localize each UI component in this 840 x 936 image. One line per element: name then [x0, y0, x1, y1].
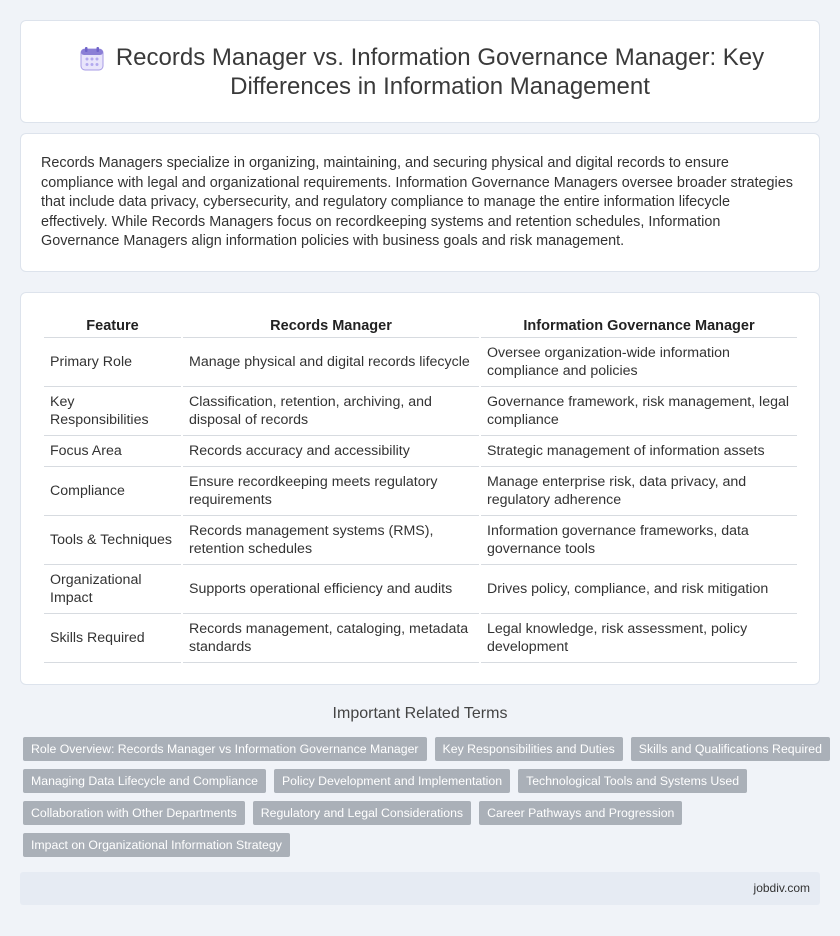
feature-cell: Primary Role [44, 338, 181, 387]
related-terms-heading: Important Related Terms [332, 705, 508, 722]
feature-cell: Compliance [44, 467, 181, 516]
related-term-tag[interactable]: Impact on Organizational Information Strategy [23, 833, 290, 857]
column-header-feature: Feature [44, 314, 181, 338]
records-manager-cell: Records management systems (RMS), retention schedules [183, 516, 479, 565]
page-title: Records Manager vs. Information Governance Manager: Key Differences in Information Management [115, 43, 765, 100]
info-governance-cell: Governance framework, risk management, legal compliance [481, 387, 797, 436]
related-term-tag[interactable]: Career Pathways and Progression [479, 801, 682, 825]
feature-cell: Focus Area [44, 436, 181, 467]
related-term-tag[interactable]: Key Responsibilities and Duties [435, 737, 623, 761]
comparison-card [20, 292, 820, 685]
records-manager-cell: Supports operational efficiency and audits [183, 565, 479, 614]
column-header-information-governance-manager: Information Governance Manager [481, 314, 797, 338]
table-row [44, 436, 797, 467]
records-manager-cell: Records accuracy and accessibility [183, 436, 479, 467]
feature-cell: Key Responsibilities [44, 387, 181, 436]
comparison-table [42, 314, 799, 663]
related-term-tag[interactable]: Technological Tools and Systems Used [518, 769, 747, 793]
table-row [44, 614, 797, 663]
intro-paragraph: Records Managers specialize in organizing, maintaining, and securing physical and digital records to ensure compliance with legal and organizational requirements. Information Governance Managers oversee broader strategies that include data privacy, cybersecurity, and regulatory compliance to manage the entire information lifecycle effectively. While Records Managers focus on recordkeeping systems and retention schedules, Information Governance Managers align information policies with business goals and risk management. [41, 155, 793, 249]
related-term-tag[interactable]: Policy Development and Implementation [274, 769, 510, 793]
table-row [44, 565, 797, 614]
feature-cell: Skills Required [44, 614, 181, 663]
info-governance-cell: Oversee organization-wide information compliance and policies [481, 338, 797, 387]
feature-cell: Tools & Techniques [44, 516, 181, 565]
info-governance-cell: Information governance frameworks, data governance tools [481, 516, 797, 565]
table-row [44, 467, 797, 516]
related-term-tag[interactable]: Regulatory and Legal Considerations [253, 801, 471, 825]
records-manager-cell: Classification, retention, archiving, and disposal of records [183, 387, 479, 436]
records-manager-cell: Ensure recordkeeping meets regulatory requirements [183, 467, 479, 516]
intro-card [20, 133, 820, 272]
column-header-records-manager: Records Manager [183, 314, 479, 338]
feature-cell: Organizational Impact [44, 565, 181, 614]
table-row [44, 516, 797, 565]
table-row [44, 387, 797, 436]
related-term-tag[interactable]: Managing Data Lifecycle and Compliance [23, 769, 266, 793]
records-manager-cell: Records management, cataloging, metadata standards [183, 614, 479, 663]
title-card [20, 20, 820, 123]
footer-bar [20, 872, 820, 905]
related-terms-list [23, 737, 823, 865]
info-governance-cell: Strategic management of information assets [481, 436, 797, 467]
table-row [44, 338, 797, 387]
related-term-tag[interactable]: Skills and Qualifications Required [631, 737, 830, 761]
records-manager-cell: Manage physical and digital records lifecycle [183, 338, 479, 387]
info-governance-cell: Legal knowledge, risk assessment, policy development [481, 614, 797, 663]
info-governance-cell: Drives policy, compliance, and risk mitigation [481, 565, 797, 614]
footer-site-link[interactable]: jobdiv.com [753, 881, 810, 895]
info-governance-cell: Manage enterprise risk, data privacy, and regulatory adherence [481, 467, 797, 516]
table-header-row [44, 314, 797, 338]
related-term-tag[interactable]: Role Overview: Records Manager vs Information Governance Manager [23, 737, 427, 761]
related-term-tag[interactable]: Collaboration with Other Departments [23, 801, 245, 825]
